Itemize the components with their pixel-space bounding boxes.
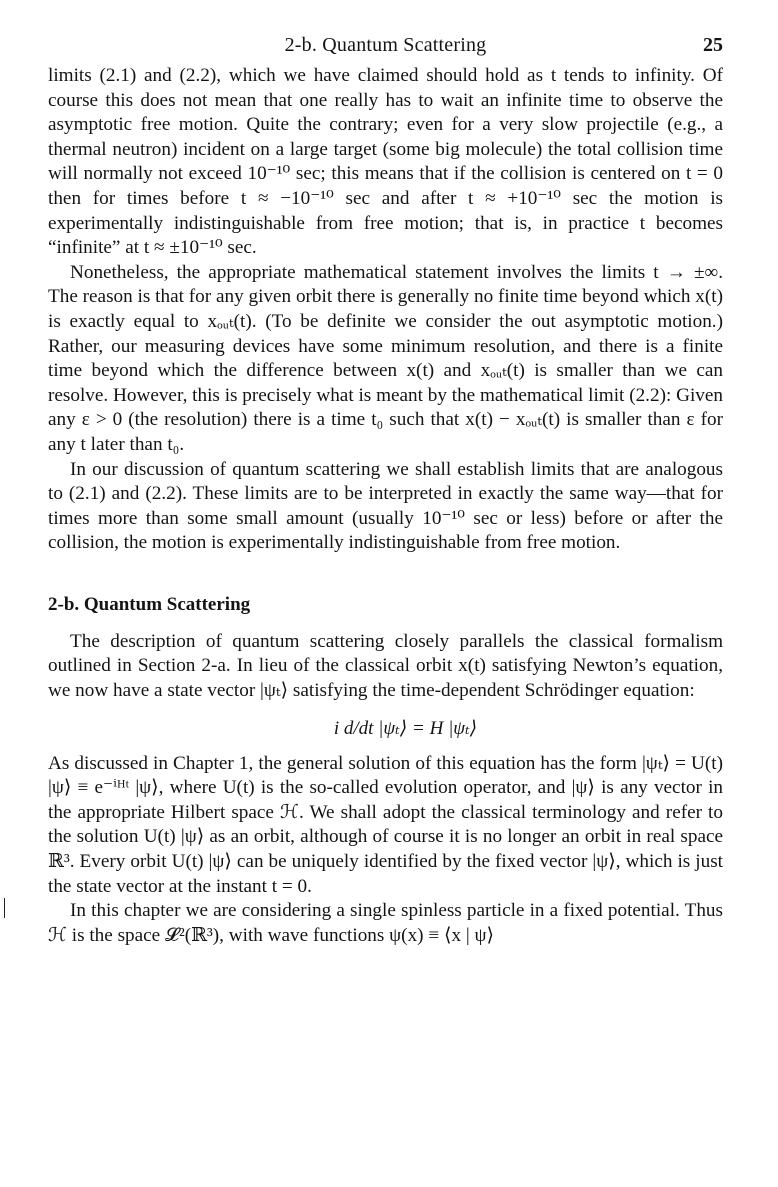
paragraph-quantum-description: The description of quantum scattering closely parallels the classical formalism outlined in Section 2-a. In lieu of the classical orbit x(t) satisfying Newton’s equation, we now have a state vector |ψₜ⟩ satisfying the time-dependent Schrödinger equation: xyxy=(48,630,723,702)
paragraph-spinless-particle: In this chapter we are considering a single spinless particle in a fixed potential. Thus ℋ is the space 𝓛²(ℝ³), with wave functions ψ(x) ≡ ⟨x | ψ⟩ xyxy=(48,900,723,946)
running-head-title: 2-b. Quantum Scattering xyxy=(284,34,487,56)
paragraph-analogous-limits: In our discussion of quantum scattering we shall establish limits that are analogous to (2.1) and (2.2). These limits are to be interpreted in exactly the same way—that for times more than some small amount (usually 10⁻¹⁰ sec or less) before or after the collision, the motion is experimentally indistinguishable from free motion. xyxy=(48,458,723,554)
margin-mark xyxy=(4,898,5,918)
section-heading: 2-b. Quantum Scattering xyxy=(48,593,251,615)
schrodinger-equation: i d/dt |ψₜ⟩ = H |ψₜ⟩ xyxy=(333,717,478,739)
book-page xyxy=(48,34,723,948)
page-number: 25 xyxy=(703,34,723,56)
paragraph-nonetheless: Nonetheless, the appropriate mathematical statement involves the limits t → ±∞. The reason is that for any given orbit there is generally no finite time beyond which x(t) is exactly equal to xₒᵤₜ(t). (To be definite we consider the out asymptotic motion.) Rather, our measuring devices have some minimum resolution, and there is a finite time beyond which the difference between x(t) and xₒᵤₜ(t) is smaller than we can resolve. However, this is precisely what is meant by the mathematical limit (2.2): Given any ε > 0 (the resolution) there is a time t₀ such that x(t) − xₒᵤₜ(t) is smaller than ε for any t later than t₀. xyxy=(48,261,723,455)
paragraph-limits-continuation: limits (2.1) and (2.2), which we have claimed should hold as t tends to infinity. Of course this does not mean that one really has to wait an infinite time to observe the asymptotic free motion. Quite the contrary; even for a very slow projectile (e.g., a thermal neutron) incident on a large target (some big molecule) the total collision time will normally not exceed 10⁻¹⁰ sec; this means that if the collision is centered on t = 0 then for times before t ≈ −10⁻¹⁰ sec and after t ≈ +10⁻¹⁰ sec the motion is experimentally indistinguishable from free motion; that is, in practice t becomes “infinite” at t ≈ ±10⁻¹⁰ sec. xyxy=(48,65,723,259)
paragraph-general-solution: As discussed in Chapter 1, the general solution of this equation has the form |ψₜ⟩ = U(t) |ψ⟩ ≡ e⁻ⁱᴴᵗ |ψ⟩, where U(t) is the so-called evolution operator, and |ψ⟩ is any vector in the appropriate Hilbert space ℋ. We shall adopt the classical terminology and refer to the solution U(t) |ψ⟩ as an orbit, although of course it is no longer an orbit in real space ℝ³. Every orbit U(t) |ψ⟩ can be uniquely identified by the fixed vector |ψ⟩, which is just the state vector at the instant t = 0. xyxy=(48,752,723,897)
running-head xyxy=(48,34,723,64)
